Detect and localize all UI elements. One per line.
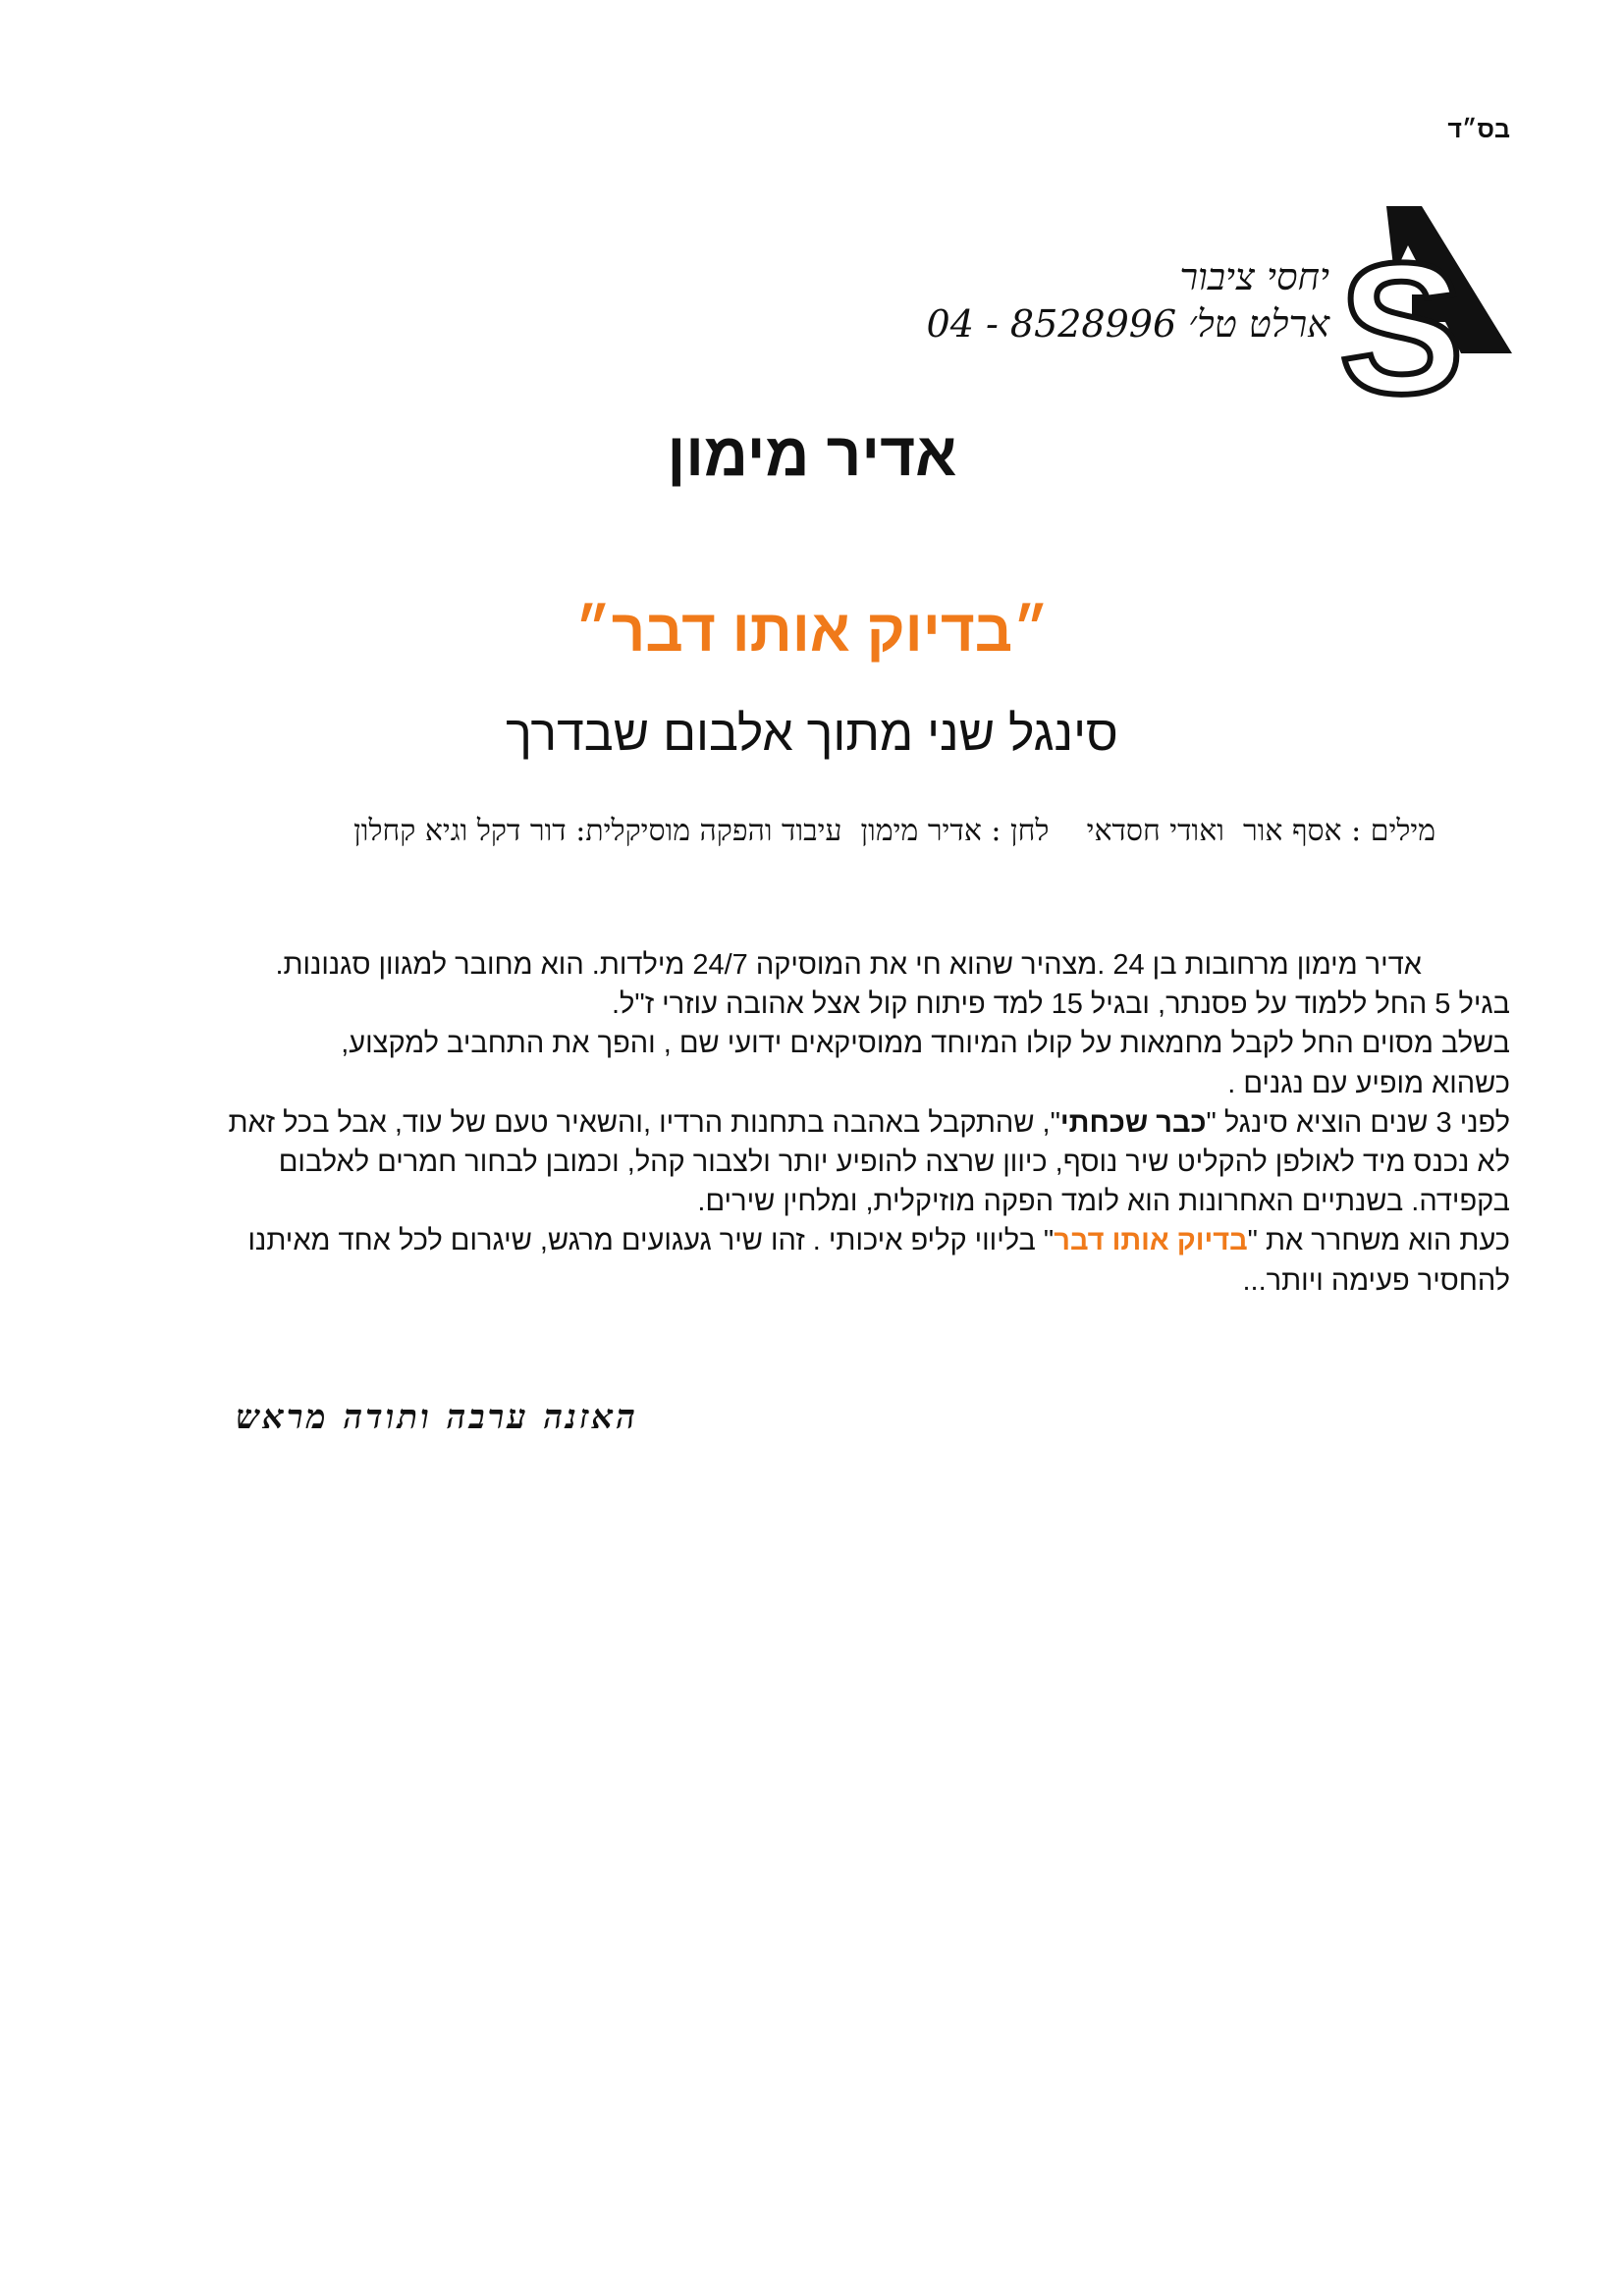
bio-line: בשלב מסוים החל לקבל מחמאות על קולו המיוחד ממוסיקאים ידועי שם , והפך את התחביב למקצוע, <box>341 1028 1510 1060</box>
credits-line: מילים : אסף אור ואודי חסדאי לחן : אדיר מימון עיבוד והפקה מוסיקלית: דור דקל וגיא קחלון <box>353 814 1435 848</box>
song-title: ״בדיוק אותו דבר״ <box>574 598 1050 664</box>
single-line: סינגל שני מתוך אלבום שבדרך <box>506 706 1118 761</box>
bio-line: לא נכנס מיד לאולפן להקליט שיר נוסף, כיוון שרצה להופיע יותר ולצבור קהל, וכמובן לבחור חמרים לאלבום <box>278 1147 1510 1179</box>
bio-text-span: ", שהתקבל באהבה בתחנות הרדיו ,והשאיר טעם של עוד, אבל בכל זאת <box>228 1106 1060 1139</box>
song-name-highlight: בדיוק אותו דבר <box>1054 1225 1248 1257</box>
bio-line: להחסיר פעימה ויותר... <box>1242 1264 1510 1297</box>
bsd-header: בס״ד <box>1447 116 1510 143</box>
bio-line: בקפידה. בשנתיים האחרונות הוא לומד הפקה מוזיקלית, ומלחין שירים. <box>697 1186 1510 1218</box>
bio-text-span: " בליווי קליפ איכותי . זהו שיר געגועים מרגש, שיגרום לכל אחד מאיתנו <box>247 1225 1055 1257</box>
closing-greeting: האזנה ערבה ותודה מראש <box>236 1398 638 1437</box>
bio-text-span: לפני 3 שנים הוציא סינגל " <box>1206 1106 1510 1139</box>
sa-logo <box>1335 206 1512 407</box>
bio-line <box>96 1221 1510 1260</box>
pr-title: יחסי ציבור <box>1179 255 1329 298</box>
bio-line: בגיל 5 החל ללמוד על פסנתר, ובגיל 15 למד פיתוח קול אצל אהובה עוזרי ז"ל. <box>611 988 1510 1021</box>
bio-line: אדיר מימון מרחובות בן 24 .מצהיר שהוא חי את המוסיקה 24/7 מילדות. הוא מחובר למגוון סגנונות. <box>275 949 1422 981</box>
bio-text-span: כעת הוא משחרר את " <box>1247 1225 1510 1257</box>
bio-line: כשהוא מופיע עם נגנים . <box>1227 1067 1510 1099</box>
pr-contact: ארלט טל׳ 8528996 - 04 <box>926 302 1329 346</box>
bio-text <box>96 945 1510 1301</box>
logo-s-letter: S <box>1339 225 1464 407</box>
artist-name: אדיר מימון <box>667 421 957 489</box>
single-name-highlight: כבר שכחתי <box>1059 1106 1207 1139</box>
bio-line <box>96 1103 1510 1143</box>
